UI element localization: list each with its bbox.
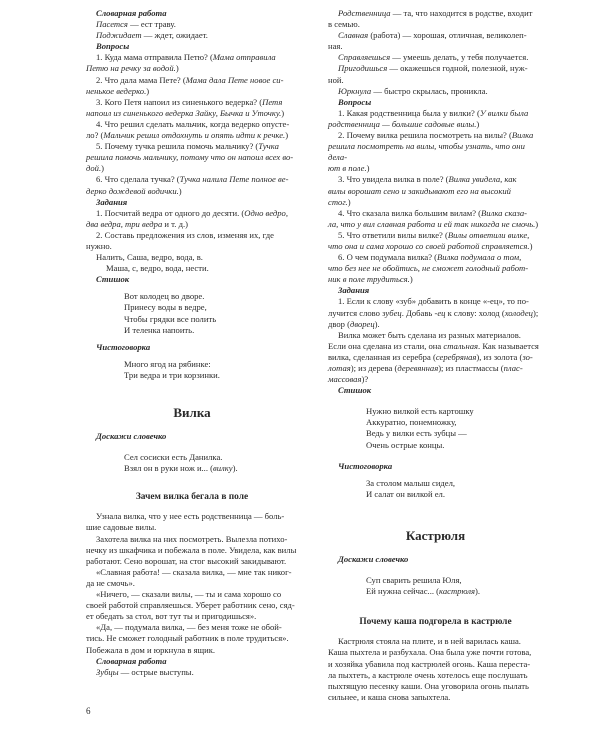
text-line: стог.) [328,196,351,207]
right-column [328,8,543,703]
text-line: ник в поле трудиться.) [328,274,413,285]
section-title-fork: Вилка [173,405,211,420]
story-line: пыхтящую песенку каши. Она уговорила огонь пылать [328,680,529,691]
poem-line: Суп сварить решила Юля, [366,575,462,586]
poem-line: Три ведра и три корзинки. [124,369,220,380]
text-line: что без нее не обойтись, не сможет голодный работ- [328,263,529,274]
story-line: «Да, — подумала вилка, — без меня тоже не обой- [96,622,282,633]
text-line: 1. Какая родственница была у вилки? (У вилки была [338,107,529,118]
vocab-line: Славная (работа) — хорошая, отличная, великолеп- [338,30,527,41]
poem-line: Сел сосиски есть Данилка. [124,452,223,463]
text-line: 5. Почему тучка решила помочь мальчику? (Тучка [96,141,279,152]
vocab-line: Справляешься — умеешь делать, у тебя получается. [338,52,529,63]
text-line: 1. Куда мама отправила Петю? (Мама отправила [96,52,276,63]
poem-line: Много ягод на рябинке: [124,358,211,369]
text-line: что она и сама хорошо со своей работой справляется.) [328,240,533,251]
poem-line: Нужно вилкой есть картошку [366,406,474,417]
text-line: 4. Что решил сделать мальчик, когда ведерко опусте- [96,118,290,129]
text-line: 6. О чем подумала вилка? (Вилка подумала о том, [338,252,522,263]
vocab-line: Поджидает — ждет, ожидает. [96,30,208,41]
text-line: двор (дворец). [328,318,380,329]
story-line: «Славная работа! — сказала вилка, — мне так никог- [96,566,292,577]
text-line: 6. Что сделала тучка? (Тучка налила Пете полное ве- [96,174,289,185]
story-line: шие садовые вилы. [86,522,157,533]
vocab-line: Юркнула — быстро скрылась, проникла. [338,85,488,96]
heading-vocabulary: Словарная работа [96,655,167,666]
text-line: ло? (Мальчик решил отдохнуть и опять идти к речке.) [86,130,289,141]
story-line: ла пыхтеть, а кастрюле очень хотелось еще послушать [328,669,528,680]
text-line: 2. Составь предложения из слов, изменяя их, где [96,229,274,240]
text-line: дерко дождевой водички.) [86,185,182,196]
vocab-line: ной. [328,74,344,85]
text-line: Маша, с, ведро, вода, нести. [106,263,209,274]
text-line: лотая); из дерева (деревянная); из пластмассы (плас- [328,363,523,373]
story-line: нечку из шкафчика и побежала в поле. Увидела, как вилы [86,544,297,555]
story-line: тись. Не сможет голодный работник в поле трудиться». [86,633,289,644]
story-line: Каша пыхтела и разбухала. Она была уже почти готова, [328,647,532,658]
poem-line: За столом малыш сидел, [366,477,456,488]
text-line: вилка, сделанная из серебра (серебряная), из золота (зо- [328,351,533,362]
story-line: Побежала в дом и юркнула в ящик. [86,644,216,655]
heading-tasks: Задания [96,196,128,207]
vocab-line: Зубцы — острые выступы. [96,666,194,677]
story-line: да не смочь». [86,577,135,588]
story-line: Кастрюля стояла на плите, и в ней варилась каша. [338,636,521,647]
heading-tasks: Задания [338,285,370,296]
vocab-line: Пасется — ест траву. [96,19,176,30]
text-line: лучится слово зубец. Добавь -ец к слову: холод (холодец); [328,307,539,318]
poem-line: Вот колодец во дворе. [124,291,205,302]
section-title-pot: Кастрюля [405,527,466,543]
poem-line: Взял он в руки нож и... (вилку). [124,463,238,474]
text-line: 4. Что сказала вилка большим вилам? (Вилка сказа- [338,207,528,218]
text-line: два ведра, три ведра и т. д.) [86,218,188,229]
story-line: своей работой справляешься. Уберет работник сено, сяд- [86,600,295,611]
story-line: и хозяйка убавила под кастрюлей огонь. Каша переста- [328,658,531,669]
text-line: 5. Что ответили вилы вилке? (Вилы ответили вилке, [338,229,530,240]
text-line: Если она сделана из стали, она стальная. Как называется [328,340,539,351]
text-line: нужно. [86,240,112,251]
text-line: 2. Почему вилка решила посмотреть на вилы? (Вилка [338,130,534,141]
text-line: ют в поле.) [328,163,370,174]
left-column [86,8,298,678]
story-line: сильнее, и каша снова запыхтела. [328,691,451,702]
poem-line: И теленка напоить. [124,324,195,335]
story-line: «Ничего, — сказали вилы, — ты и сама хорошо со [96,589,282,600]
story-line: Захотела вилка на них посмотреть. Вылезла потихо- [96,533,288,544]
text-line: массовая)? [328,374,369,385]
story-title-pot: Почему каша подгорела в кастрюле [359,617,512,628]
text-line: вилы ворошат сено и закидывают его на высокий [328,185,511,196]
poem-line: Чтобы грядки все полить [124,313,217,324]
story-line: работают. Сено ворошат, на стог высокий закидывают. [86,555,287,566]
heading-poem: Стишок [338,385,372,396]
vocab-line: Родственница — та, что находится в родстве, входит [338,8,533,18]
text-line: ненькое ведерко.) [86,85,150,96]
text-line: 3. Что увидела вилка в поле? (Вилка увидела, как [338,174,517,185]
text-line: 2. Что дала мама Пете? (Мама дала Пете новое си- [96,74,284,85]
heading-finish-word: Доскажи словечко [338,553,409,564]
poem-line: Принесу воды в ведре, [124,302,207,313]
text-line: Налить, Саша, ведро, вода, в. [96,252,203,263]
page-number: 6 [86,706,91,716]
text-line: 1. Посчитай ведра от одного до десяти. (Одно ведро, [96,207,288,218]
poem-line: Ей нужна сейчас... (кастрюля). [366,586,481,597]
heading-tongue-twister: Чистоговорка [338,460,393,471]
story-line: Узнала вилка, что у нее есть родственница — боль- [96,511,285,522]
heading-finish-word: Доскажи словечко [96,431,167,441]
story-line: ет обедать за стол, вот тут ты и пригодишься». [86,611,257,622]
text-line: 3. Кого Петя напоил из синенького ведерка? (Петя [96,96,283,107]
poem-line: Ведь у вилки есть зубцы — [366,428,467,439]
vocab-line: ная. [328,41,343,52]
text-line: ла, что у вил славная работа и ей так никогда не смочь.) [328,218,539,229]
vocab-line: Пригодишься — окажешься годной, полезной, нуж- [338,63,528,74]
text-line: дой.) [86,163,104,174]
text-line: родственница — большие садовые вилы.) [328,118,480,129]
poem-line: Аккуратно, понемножку, [366,417,457,428]
heading-poem: Стишок [96,274,130,285]
text-line: Вилка может быть сделана из разных материалов. [338,329,521,340]
heading-questions: Вопросы [338,96,372,107]
text-line: 1. Если к слову «зуб» добавить в конце «-ец», то по- [338,296,529,307]
heading-tongue-twister: Чистоговорка [96,341,151,352]
text-line: решила посмотреть на вилы, чтобы узнать, что они дела- [328,141,525,163]
poem-line: Очень острые концы. [366,439,445,450]
poem-line: И салат он вилкой ел. [366,488,445,499]
text-line: Петю на речку за водой.) [86,63,179,74]
text-line: напоил из синенького ведерка Зайку, Бычка и Уточку.) [86,107,285,118]
heading-questions: Вопросы [96,41,130,52]
vocab-line: в семью. [328,19,360,30]
heading-vocabulary: Словарная работа [96,8,167,18]
text-line: решила помочь мальчику, потому что он напоил всех во- [86,152,294,163]
story-title-fork: Зачем вилка бегала в поле [135,492,249,503]
